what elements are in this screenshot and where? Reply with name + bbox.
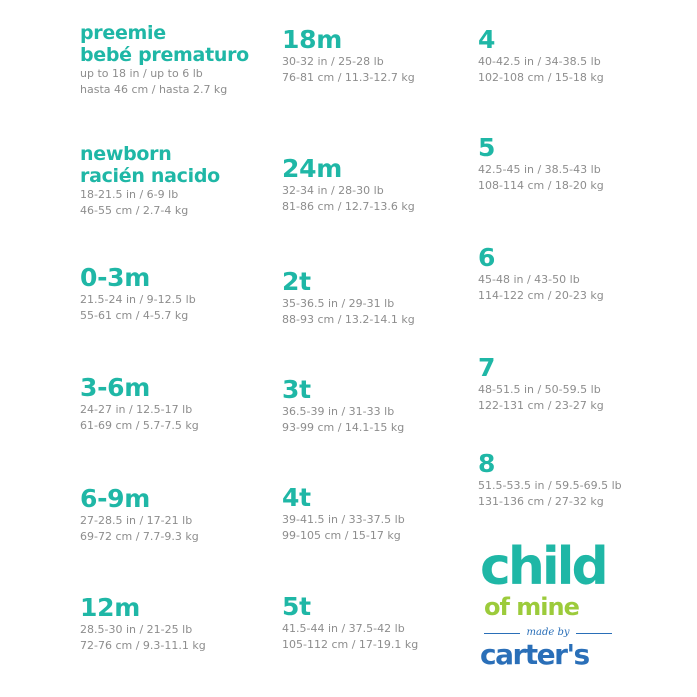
size-metric: 105-112 cm / 17-19.1 kg — [282, 638, 419, 651]
size-imperial: 36.5-39 in / 31-33 lb — [282, 405, 395, 418]
size-imperial: 27-28.5 in / 17-21 lb — [80, 514, 193, 527]
size-metric: hasta 46 cm / hasta 2.7 kg — [80, 83, 228, 96]
size-entry-24m — [282, 155, 415, 215]
size-entry-18m — [282, 26, 415, 86]
size-entry-6-9m — [80, 485, 199, 545]
size-label: 7 — [478, 353, 496, 382]
size-label: 3-6m — [80, 373, 151, 402]
size-label: newborn — [80, 143, 172, 165]
logo-made-by-text: made by — [526, 627, 570, 638]
size-imperial: 24-27 in / 12.5-17 lb — [80, 403, 193, 416]
size-imperial: 45-48 in / 43-50 lb — [478, 273, 580, 286]
size-entry-2t — [282, 268, 415, 328]
logo-carters-text: carter's — [480, 638, 589, 671]
size-label-spanish: racién nacido — [80, 165, 220, 187]
size-entry-preemie — [80, 22, 249, 98]
size-metric: 108-114 cm / 18-20 kg — [478, 179, 604, 192]
size-entry-3-6m — [80, 374, 199, 434]
size-entry-0-3m — [80, 264, 196, 324]
size-label: 5 — [478, 133, 496, 162]
size-label: 24m — [282, 154, 342, 183]
size-imperial: 48-51.5 in / 50-59.5 lb — [478, 383, 601, 396]
size-metric: 88-93 cm / 13.2-14.1 kg — [282, 313, 415, 326]
size-imperial: 28.5-30 in / 21-25 lb — [80, 623, 193, 636]
size-entry-12m — [80, 594, 206, 654]
size-imperial: up to 18 in / up to 6 lb — [80, 67, 203, 80]
size-label: preemie — [80, 22, 166, 44]
size-entry-5 — [478, 134, 604, 194]
size-imperial: 39-41.5 in / 33-37.5 lb — [282, 513, 405, 526]
size-entry-5t — [282, 593, 418, 653]
logo-child-text: child — [480, 537, 606, 597]
size-imperial: 32-34 in / 28-30 lb — [282, 184, 384, 197]
size-metric: 72-76 cm / 9.3-11.1 kg — [80, 639, 206, 652]
size-imperial: 40-42.5 in / 34-38.5 lb — [478, 55, 601, 68]
logo-of-mine-text: of mine — [484, 593, 579, 621]
size-metric: 131-136 cm / 27-32 kg — [478, 495, 604, 508]
size-label: 6 — [478, 243, 496, 272]
size-metric: 55-61 cm / 4-5.7 kg — [80, 309, 189, 322]
size-imperial: 41.5-44 in / 37.5-42 lb — [282, 622, 405, 635]
size-label: 12m — [80, 593, 140, 622]
size-metric: 122-131 cm / 23-27 kg — [478, 399, 604, 412]
size-metric: 81-86 cm / 12.7-13.6 kg — [282, 200, 415, 213]
size-label: 4 — [478, 25, 496, 54]
size-imperial: 42.5-45 in / 38.5-43 lb — [478, 163, 601, 176]
size-label: 3t — [282, 375, 311, 404]
size-metric: 76-81 cm / 11.3-12.7 kg — [282, 71, 415, 84]
size-label: 6-9m — [80, 484, 151, 513]
size-entry-8 — [478, 450, 622, 510]
size-metric: 99-105 cm / 15-17 kg — [282, 529, 401, 542]
size-label: 0-3m — [80, 263, 151, 292]
size-label: 18m — [282, 25, 342, 54]
size-label-spanish: bebé prematuro — [80, 44, 249, 66]
size-label: 2t — [282, 267, 311, 296]
size-metric: 114-122 cm / 20-23 kg — [478, 289, 604, 302]
size-label: 4t — [282, 483, 311, 512]
size-entry-7 — [478, 354, 604, 414]
size-label: 5t — [282, 592, 311, 621]
size-entry-4 — [478, 26, 604, 86]
size-entry-newborn — [80, 143, 220, 219]
size-imperial: 30-32 in / 25-28 lb — [282, 55, 384, 68]
size-imperial: 18-21.5 in / 6-9 lb — [80, 188, 179, 201]
size-imperial: 51.5-53.5 in / 59.5-69.5 lb — [478, 479, 622, 492]
size-metric: 61-69 cm / 5.7-7.5 kg — [80, 419, 199, 432]
size-metric: 46-55 cm / 2.7-4 kg — [80, 204, 189, 217]
size-metric: 69-72 cm / 7.7-9.3 kg — [80, 530, 199, 543]
size-entry-6 — [478, 244, 604, 304]
size-entry-4t — [282, 484, 405, 544]
brand-logo — [478, 537, 638, 680]
size-label: 8 — [478, 449, 496, 478]
size-metric: 93-99 cm / 14.1-15 kg — [282, 421, 405, 434]
size-metric: 102-108 cm / 15-18 kg — [478, 71, 604, 84]
size-imperial: 35-36.5 in / 29-31 lb — [282, 297, 395, 310]
size-entry-3t — [282, 376, 404, 436]
size-imperial: 21.5-24 in / 9-12.5 lb — [80, 293, 196, 306]
